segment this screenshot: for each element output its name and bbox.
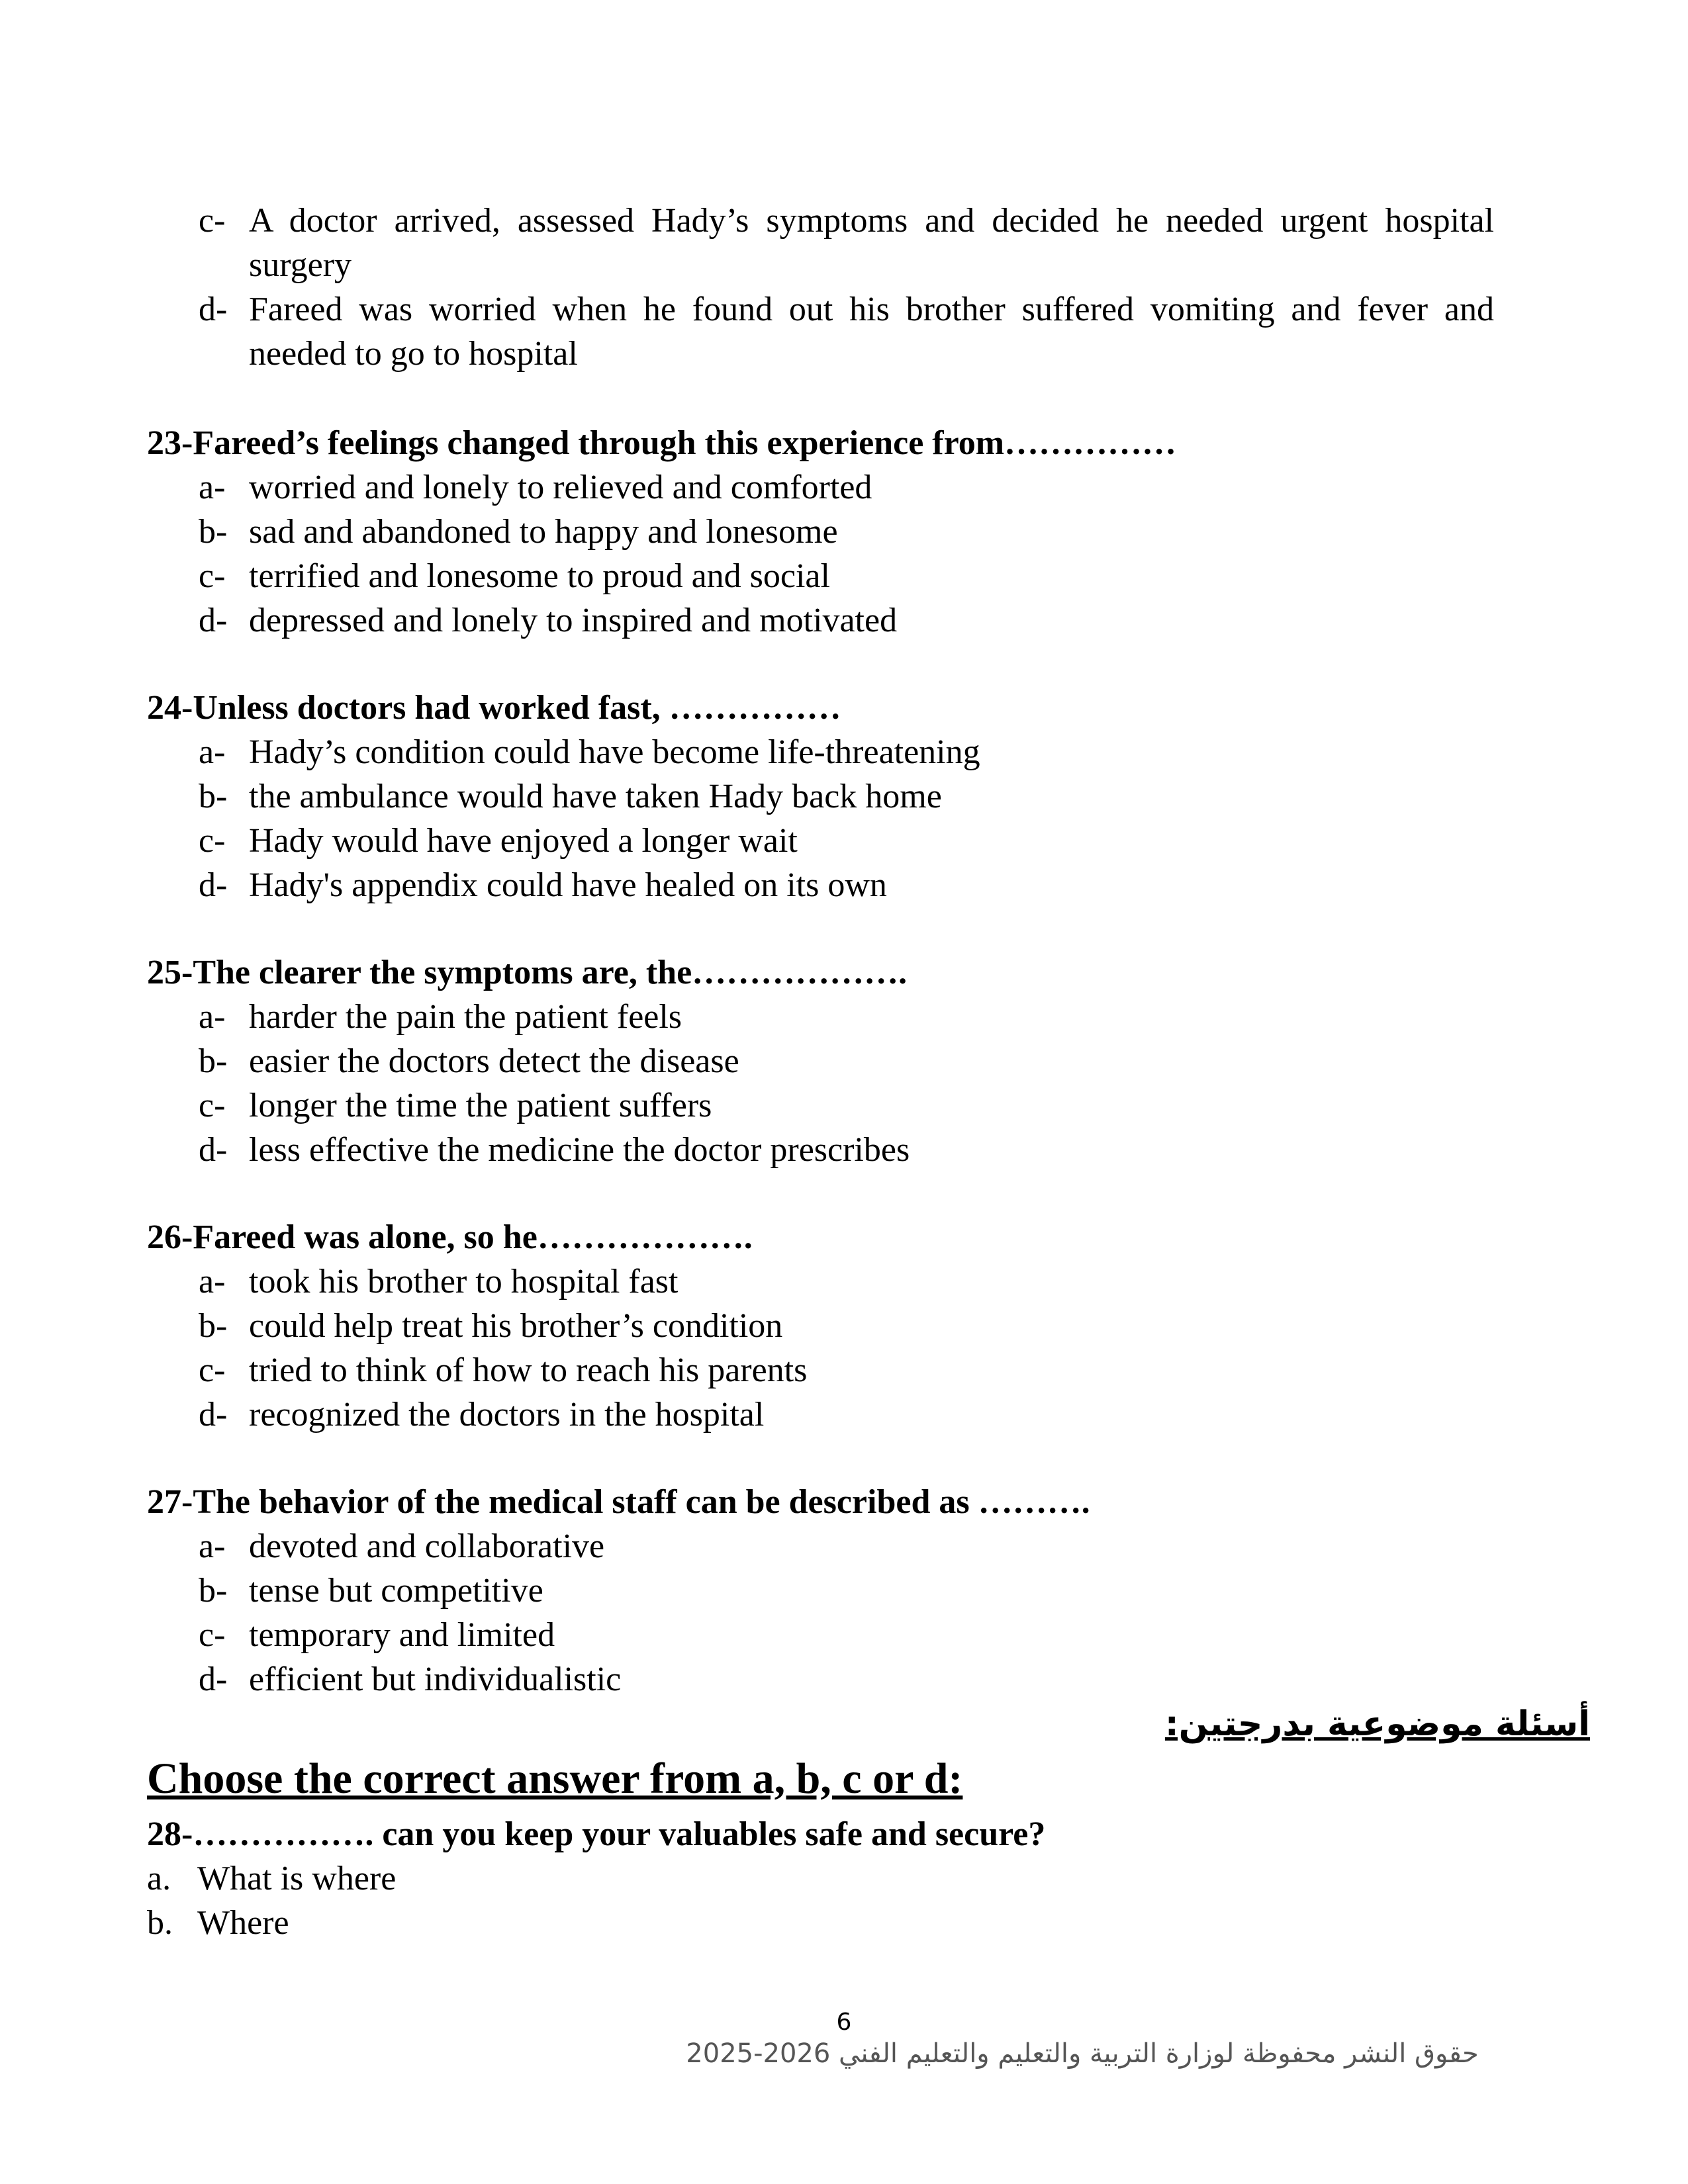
question-stem: 28-……………. can you keep your valuables safe and secure? [147, 1815, 1046, 1853]
option-letter: b. [147, 1904, 173, 1942]
option-text: tried to think of how to reach his parents [249, 1351, 808, 1389]
option-text: Hady would have enjoyed a longer wait [249, 822, 798, 860]
question-25 [147, 950, 1494, 1172]
option-item [199, 554, 1494, 598]
option-item [199, 1128, 1494, 1172]
option-text: terrified and lonesome to proud and social [249, 557, 830, 595]
copyright-footer: حقوق النشر محفوظة لوزارة التربية والتعليم والتعليم الفني 2026-2025 [686, 2038, 1479, 2069]
option-letter: b- [199, 778, 228, 815]
option-text: devoted and collaborative [249, 1527, 605, 1565]
question-23 [147, 421, 1494, 643]
option-item [147, 1856, 1494, 1901]
option-item [199, 510, 1494, 554]
option-item [199, 465, 1494, 510]
option-item [199, 287, 1494, 376]
option-letter: c- [199, 557, 226, 595]
question-28 [147, 1812, 1494, 1945]
option-text: longer the time the patient suffers [249, 1087, 712, 1124]
option-letter: d- [199, 1661, 228, 1698]
option-item [199, 1259, 1494, 1304]
option-letter: c- [199, 1087, 226, 1124]
question-stem: 27-The behavior of the medical staff can be described as ………. [147, 1483, 1090, 1521]
option-text: temporary and limited [249, 1616, 555, 1654]
option-text: A doctor arrived, assessed Hady’s symptoms and decided he needed urgent hospital surgery [249, 202, 1494, 284]
option-letter: b- [199, 513, 228, 551]
option-letter: a- [199, 469, 226, 506]
option-item [199, 199, 1494, 287]
option-text: recognized the doctors in the hospital [249, 1396, 765, 1433]
option-text: depressed and lonely to inspired and motivated [249, 602, 898, 639]
page-number: 6 [836, 2009, 852, 2036]
section-heading-arabic: أسئلة موضوعية بدرجتين: [1164, 1704, 1590, 1744]
option-letter: d- [199, 291, 228, 328]
option-item [199, 1083, 1494, 1128]
option-letter: c- [199, 822, 226, 860]
option-text: worried and lonely to relieved and comforted [249, 469, 872, 506]
option-letter: b- [199, 1042, 228, 1080]
option-item [199, 1392, 1494, 1437]
option-item [199, 774, 1494, 819]
option-item [199, 598, 1494, 643]
option-letter: a. [147, 1860, 171, 1897]
option-text: could help treat his brother’s condition [249, 1307, 783, 1345]
question-stem: 26-Fareed was alone, so he………………. [147, 1218, 753, 1256]
option-letter: c- [199, 1351, 226, 1389]
option-text: less effective the medicine the doctor prescribes [249, 1131, 910, 1169]
option-text: tense but competitive [249, 1572, 543, 1610]
option-text: efficient but individualistic [249, 1661, 622, 1698]
option-text: Hady’s condition could have become life-threatening [249, 733, 980, 771]
option-letter: c- [199, 202, 226, 240]
option-text: took his brother to hospital fast [249, 1263, 679, 1300]
option-text: Where [197, 1904, 289, 1942]
option-item [199, 1348, 1494, 1392]
option-letter: a- [199, 1527, 226, 1565]
option-letter: a- [199, 998, 226, 1036]
option-item [199, 1524, 1494, 1569]
option-letter: d- [199, 1396, 228, 1433]
option-item [199, 995, 1494, 1039]
option-letter: d- [199, 1131, 228, 1169]
option-item [199, 863, 1494, 907]
option-letter: b- [199, 1572, 228, 1610]
question-stem: 24-Unless doctors had worked fast, …………… [147, 689, 841, 727]
question-stem: 25-The clearer the symptoms are, the………………. [147, 954, 908, 991]
option-item [147, 1901, 1494, 1945]
option-text: harder the pain the patient feels [249, 998, 682, 1036]
option-text: easier the doctors detect the disease [249, 1042, 739, 1080]
question-24 [147, 686, 1494, 907]
option-item [199, 1304, 1494, 1348]
option-text: Fareed was worried when he found out his brother suffered vomiting and fever and needed to go to hospital [249, 291, 1494, 373]
option-text: What is where [197, 1860, 397, 1897]
option-item [199, 1657, 1494, 1702]
option-text: sad and abandoned to happy and lonesome [249, 513, 838, 551]
option-letter: c- [199, 1616, 226, 1654]
intro-options [147, 199, 1494, 376]
option-item [199, 1569, 1494, 1613]
option-item [199, 1613, 1494, 1657]
option-text: Hady's appendix could have healed on its own [249, 866, 887, 904]
question-26 [147, 1215, 1494, 1437]
option-letter: d- [199, 866, 228, 904]
question-27 [147, 1480, 1494, 1702]
section-heading: Choose the correct answer from a, b, c or d: [147, 1754, 963, 1803]
option-letter: d- [199, 602, 228, 639]
option-letter: b- [199, 1307, 228, 1345]
option-text: the ambulance would have taken Hady back home [249, 778, 942, 815]
option-item [199, 819, 1494, 863]
option-letter: a- [199, 733, 226, 771]
question-stem: 23-Fareed’s feelings changed through this experience from…………… [147, 424, 1177, 462]
option-item [199, 730, 1494, 774]
option-letter: a- [199, 1263, 226, 1300]
option-item [199, 1039, 1494, 1083]
